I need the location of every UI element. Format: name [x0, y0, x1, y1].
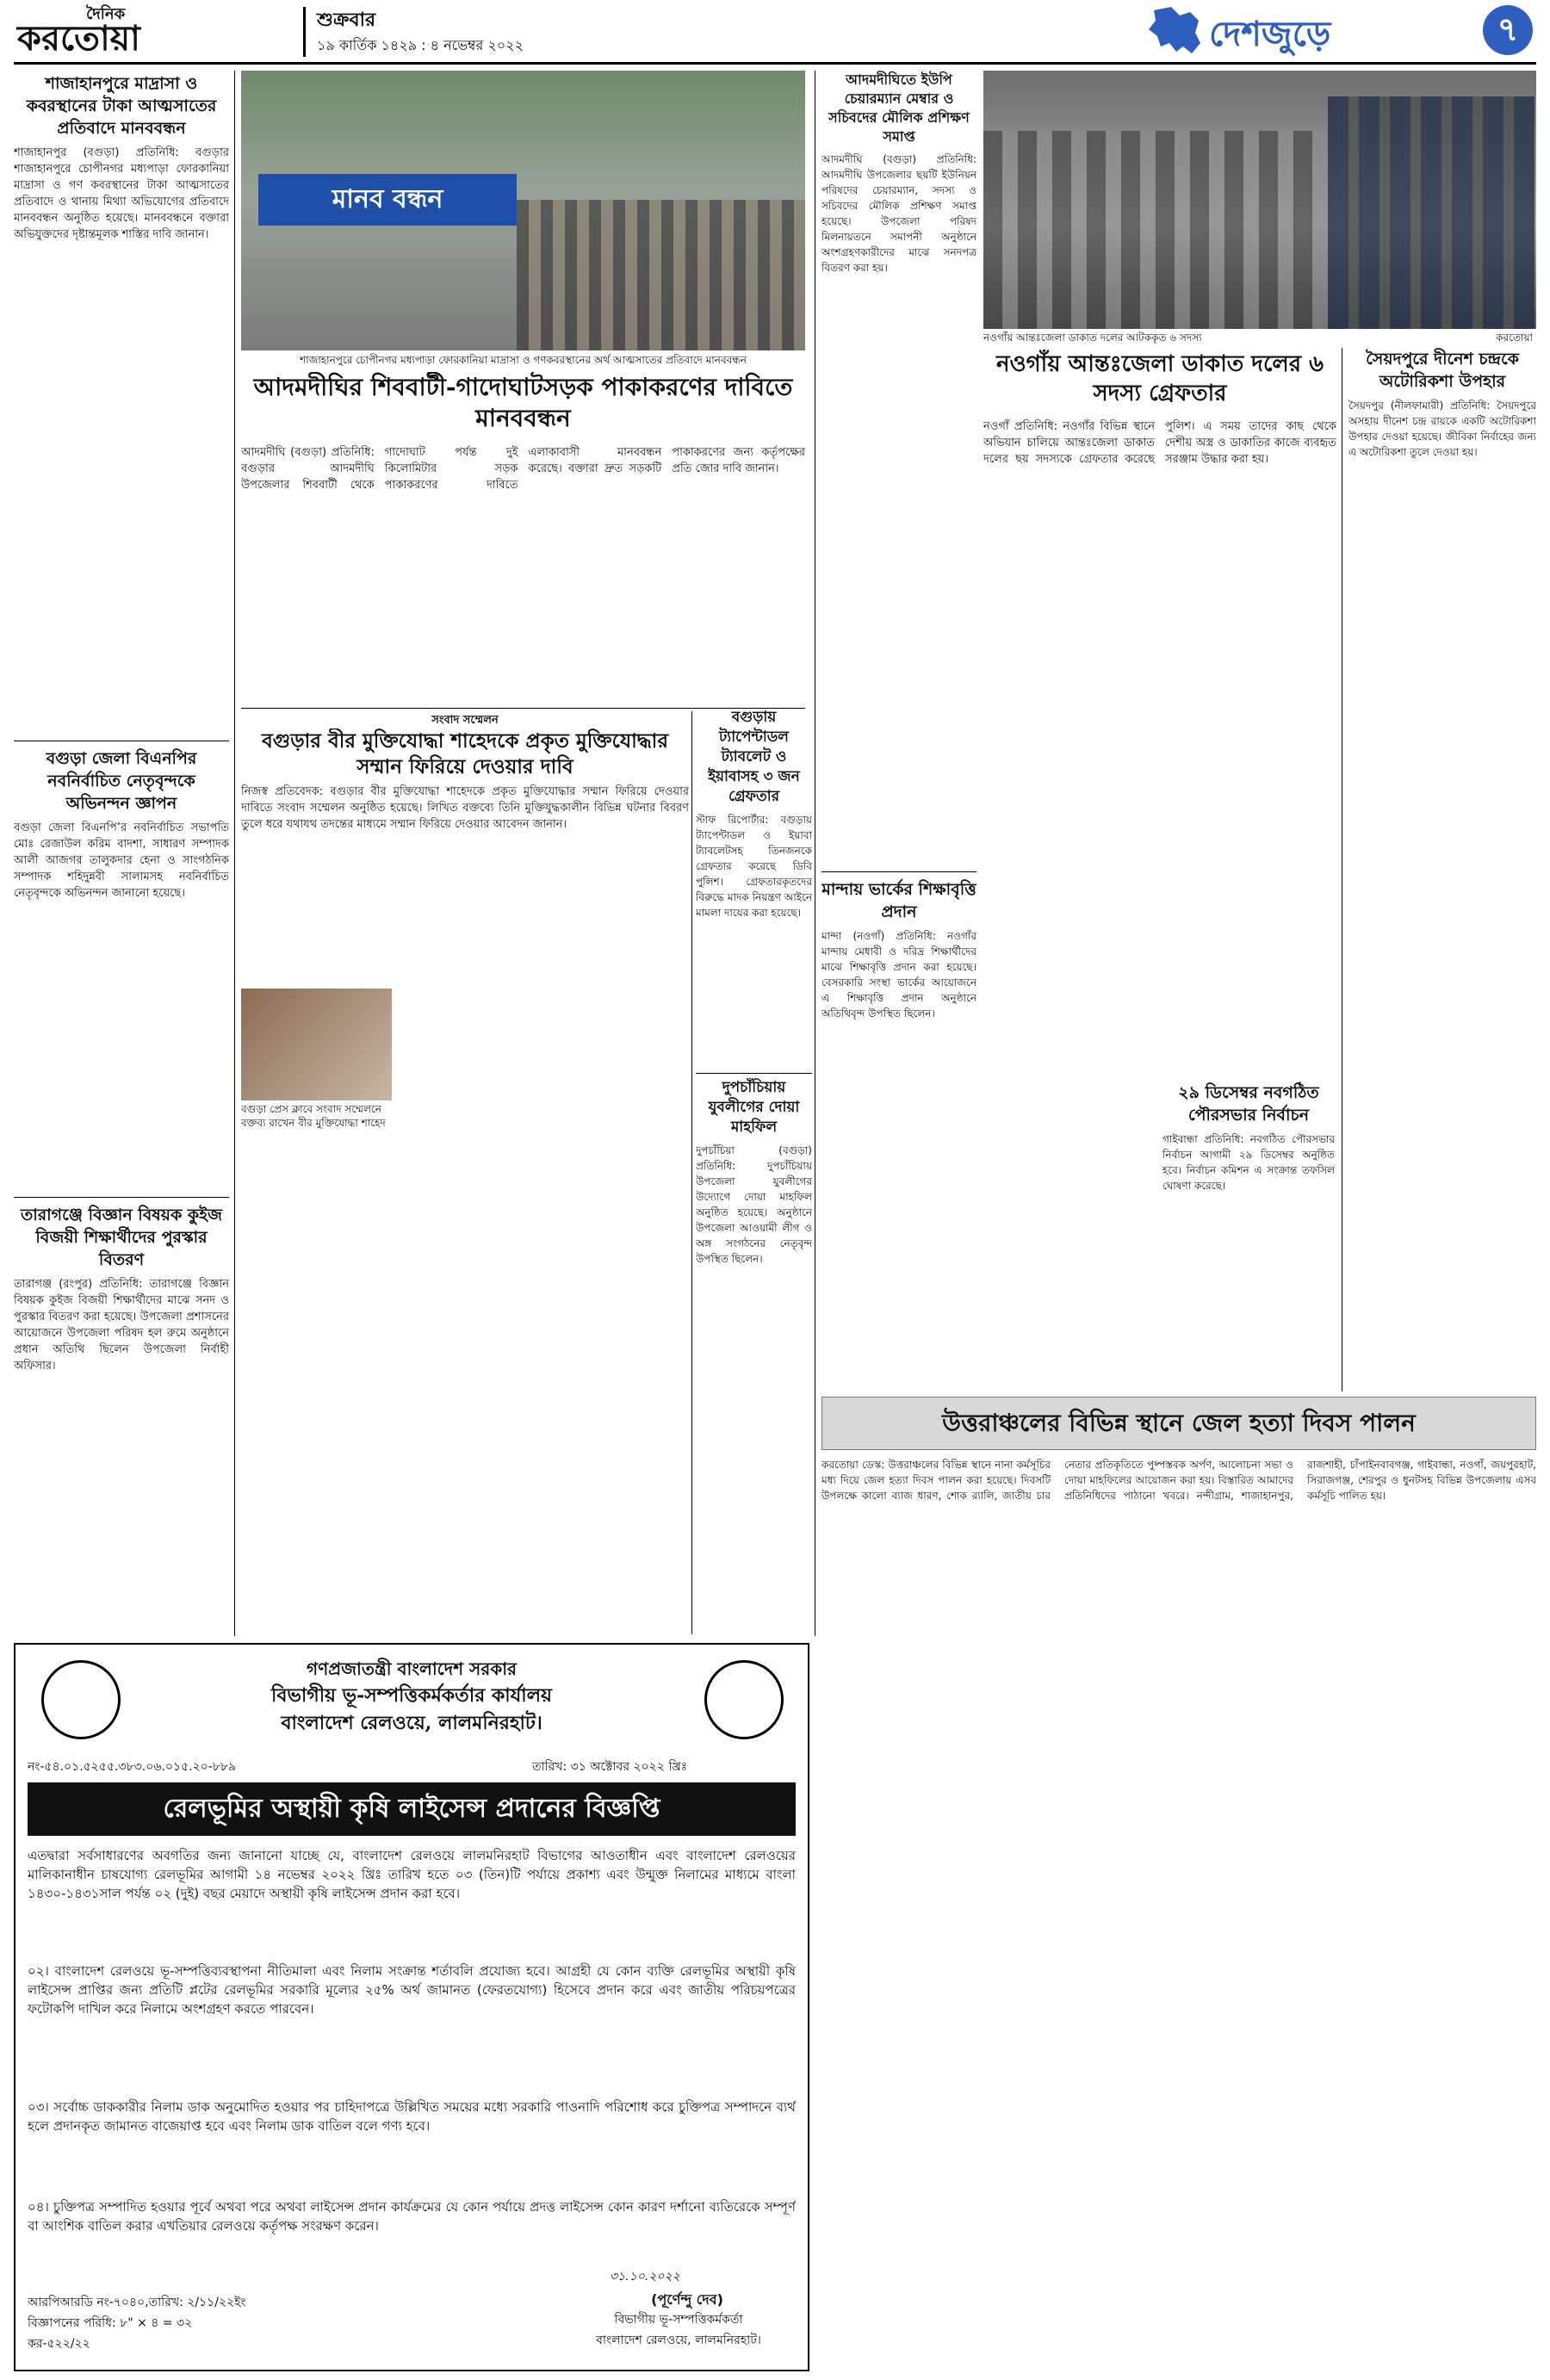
notice-p4: ০৪। চুক্তিপত্র সম্পাদিত হওয়ার পূর্বে অথবা পরে অথবা লাইসেন্স প্রদান কার্যক্রমের যে কোন পর্যায়ে প্রদত্ত লাইসেন্স কোন কারণ দর্শানো ব্যতিরেকে সম্পূর্ণ বা আংশিক বাতিল করার এখতিয়ার রেলওয়ে কর্তৃপক্ষ সংরক্ষণ করেন। — [28, 2199, 796, 2234]
notice-ref3: কর-৫২২/২২ — [28, 2337, 90, 2351]
headline: শাজাহানপুরে মাদ্রাসা ও কবরস্থানের টাকা আত্মসাতের প্রতিবাদে মানববন্ধন — [26, 74, 217, 138]
article-madrasa — [14, 72, 229, 735]
body: তারাগঞ্জ (রংপুর) প্রতিনিধি: তারাগঞ্জে বিজ্ঞান বিষয়ক কুইজ বিজয়ী শিক্ষার্থীদের মাঝে সনদ ও পুরস্কার বিতরণ করা হয়েছে। উপজেলা প্রশাসনের আয়োজনে উপজেলা পরিষদ হল রুমে অনুষ্ঠানে প্রধান অতিথি ছিলেন উপজেলা নির্বাহী অফিসার। — [14, 1278, 229, 1373]
headline: সৈয়দপুরে দীনেশ চন্দ্রকে অটোরিকশা উপহার — [1366, 350, 1519, 391]
masthead-rule — [14, 62, 1536, 65]
headline-bar — [822, 1397, 1536, 1450]
photo-caption: বগুড়া প্রেস ক্লাবে সংবাদ সম্মেলনে বক্তব্য রাখেন বীর মুক্তিযোদ্ধা শাহেদ — [241, 1103, 386, 1129]
notice-line2: বিভাগীয় ভূ-সম্পত্তিকর্মকর্তার কার্যালয় — [270, 1684, 553, 1707]
masthead — [0, 0, 1550, 62]
headline: বগুড়া জেলা বিএনপির নবনির্বাচিত নেতৃবৃন্দকে অভিনন্দন জ্ঞাপন — [46, 749, 197, 813]
memo-date: তারিখ: ৩১ অক্টোবর ২০২২ খ্রিঃ — [532, 1760, 688, 1774]
headline: ২৯ ডিসেম্বর নবগঠিত পৌরসভার নির্বাচন — [1178, 1083, 1319, 1125]
article-jail-body: করতোয়া ডেস্ক: উত্তরাঞ্চলের বিভিন্ন স্থানে নানা কর্মসূচির মধ্য দিয়ে জেল হত্যা দিবস পালন করা হয়েছে। দিবসটি উপলক্ষে কালো ব্যাজ ধারণ, শোক র‍্যালি, জাতীয় চার নেতার প্রতিকৃতিতে পুষ্পস্তবক অর্পণ, আলোচনা সভা ও দোয়া মাহফিলের আয়োজন করা হয়। বিস্তারিত আমাদের প্রতিনিধিদের পাঠানো খবরে। নন্দীগ্রাম, শাজাহানপুর, রাজশাহী, চাঁপাইনবাবগঞ্জ, গাইবান্ধা, নওগাঁ, জয়পুরহাট, সিরাজগঞ্জ, শেরপুর ও ধুনটসহ বিভিন্ন উপজেলায় এসব কর্মসূচি পালিত হয়। — [822, 1459, 1536, 1502]
body: শাজাহানপুর (বগুড়া) প্রতিনিধি: বগুড়ার শাজাহানপুরে চোপীনগর মধ্যপাড়া ফোরকানিয়া মাদ্রাসা ও গণ কবরস্থানের টাকা আত্মসাতের প্রতিবাদে ও থানায় মিথ্যা অভিযোগের প্রতিবাদে মানববন্ধন অনুষ্ঠিত হয়েছে। মানববন্ধনে বক্তারা অভিযুক্তদের দৃষ্টান্তমূলক শাস্তির দাবি জানান। — [14, 146, 229, 241]
body: আদমদীঘি (বগুড়া) প্রতিনিধি: আদমদীঘি উপজেলার ছয়টি ইউনিয়ন পরিষদের চেয়ারম্যান, সদস্য ও সচিবদের মৌলিক প্রশিক্ষণ সমাপ্ত হয়েছে। উপজেলা পরিষদ মিলনায়তনে সমাপনী অনুষ্ঠানে অংশগ্রহণকারীদের মাঝে সনদপত্র বিতরণ করা হয়। — [822, 153, 976, 274]
article-dupchanchia — [696, 1078, 812, 1629]
body: বগুড়া জেলা বিএনপি’র নবনির্বাচিত সভাপতি মোঃ রেজাউল করিম বাদশা, সাধারণ সম্পাদক আলী আজগর তালুকদার হেনা ও সাংগঠনিক সম্পাদক শহিদুন্নবী সালামসহ নবনির্বাচিত নেতৃবৃন্দকে অভিনন্দন জানানো হয়েছে। — [14, 821, 229, 900]
column-rule — [691, 711, 692, 1634]
headline: বগুড়ার বীর মুক্তিযোদ্ধা শাহেদকে প্রকৃত মুক্তিযোদ্ধার সম্মান ফিরিয়ে দেওয়ার দাবি — [262, 729, 668, 778]
kicker: সংবাদ সম্মেলন — [431, 714, 499, 727]
headline: আদমদীঘির শিববাটী-গাদোঘাটসড়ক পাকাকরণের দাবিতে মানববন্ধন — [253, 373, 793, 432]
article-road — [241, 372, 805, 703]
article-bnp — [14, 747, 229, 1192]
signer-name: (পূর্ণেন্দু দেব) — [651, 2291, 723, 2308]
divider — [696, 1073, 812, 1074]
divider — [14, 1197, 229, 1198]
body: স্টাফ রিপোর্টার: বগুড়ায় ট্যাপেন্টাডল ও ইয়াবা ট্যাবলেটসহ তিনজনকে গ্রেফতার করেছে ডিবি পুলিশ। গ্রেফতারকৃতদের বিরুদ্ধে মাদক নিয়ন্ত্রণ আইনে মামলা দায়ের করা হয়েছে। — [696, 814, 812, 919]
signature-date: ৩১.১০.২০২২ — [610, 2270, 680, 2284]
notice-ref2: বিজ্ঞাপনের পরিধি: ৮" × ৪ = ৩২ — [28, 2316, 193, 2330]
headline: মান্দায় ভার্কের শিক্ষাবৃত্তি প্রদান — [822, 880, 976, 921]
logo-main: করতোয়া — [17, 18, 140, 59]
body: আদমদীঘি (বগুড়া) প্রতিনিধি: বগুড়ার আদমদীঘি উপজেলার শিববাটী থেকে গাদোঘাট পর্যন্ত দুই কিলোমিটার সড়ক পাকাকরণের দাবিতে এলাকাবাসী মানববন্ধন করেছে। বক্তারা দ্রুত সড়কটি পাকাকরণের জন্য কর্তৃপক্ষের প্রতি জোর দাবি জানান। — [241, 446, 805, 492]
column-rule — [234, 71, 235, 1636]
page-number: ৭ — [1483, 5, 1533, 55]
notice-line1: গণপ্রজাতন্ত্রী বাংলাদেশ সরকার — [307, 1658, 517, 1679]
headline: দুপচাঁচিয়ায় যুবলীগের দোয়া মাহফিল — [708, 1079, 800, 1136]
robbers-caption: নওগাঁয় আন্তঃজেলা ডাকাত দলের আটককৃত ৬ সদস্য — [983, 332, 1202, 344]
masthead-divider — [303, 7, 306, 57]
headline: তারাগঞ্জে বিজ্ঞান বিষয়ক কুইজ বিজয়ী শিক্ষার্থীদের পুরস্কার বিতরণ — [20, 1205, 223, 1269]
photo-credit: করতোয়া — [1496, 332, 1533, 344]
body: গাইবান্ধা প্রতিনিধি: নবগঠিত পৌরসভার নির্বাচন আগামী ২৯ ডিসেম্বর অনুষ্ঠিত হবে। নির্বাচন কমিশন এ সংক্রান্ত তফসিল ঘোষণা করেছে। — [1162, 1133, 1335, 1192]
bangladesh-map-icon — [1145, 3, 1206, 57]
body: মান্দা (নওগাঁ) প্রতিনিধি: নওগাঁর মান্দায় মেধাবী ও দরিদ্র শিক্ষার্থীদের মাঝে শিক্ষাবৃত্তি প্রদান করা হয়েছে। বেসরকারি সংস্থা ভার্কের আয়োজনে এ শিক্ষাবৃত্তি প্রদান অনুষ্ঠানে অতিথিবৃন্দ উপস্থিত ছিলেন। — [822, 930, 976, 1020]
signer-title: বিভাগীয় ভূ-সম্পত্তিকর্মকর্তা — [614, 2313, 743, 2327]
divider — [822, 871, 976, 872]
rally-caption: শাজাহানপুরে চোপীনগর মধ্যপাড়া ফোরকানিয়া মাদ্রাসা ও গণকবরস্থানের অর্থ আত্মসাতের প্রতিবাদে মানববন্ধন — [300, 354, 747, 366]
govt-seal-icon — [41, 1660, 121, 1739]
logo — [17, 2, 293, 60]
article-scholarship — [822, 878, 976, 1395]
notice-headline — [28, 1782, 796, 1836]
article-tapentadol — [696, 708, 812, 1069]
rally-photo — [241, 71, 805, 350]
body: সৈয়দপুর (নীলফামারী) প্রতিনিধি: সৈয়দপুরে অসহায় দীনেশ চন্দ্র রায়কে একটি অটোরিকশা উপহার দেওয়া হয়েছে। জীবিকা নির্বাহের জন্য এ অটোরিকশা তুলে দেওয়া হয়। — [1348, 400, 1536, 458]
headline: উত্তরাঞ্চলের বিভিন্ন স্থানে জেল হত্যা দিবস পালন — [942, 1409, 1416, 1437]
crowd — [517, 200, 805, 350]
article-science-quiz — [14, 1204, 229, 1636]
signer-office: বাংলাদেশ রেলওয়ে, লালমনিরহাট। — [596, 2334, 761, 2347]
memo-no: নং-৫৪.০১.৫২৫৫.৩৮৩.০৬.০১৫.২০-৮৮৯ — [28, 1760, 237, 1774]
logo-top: দৈনিক — [86, 5, 126, 23]
notice-ref1: আরপিআরডি নং-৭০৪০,তারিখ: ২/১১/২২ইং — [28, 2296, 246, 2309]
body-continued — [400, 989, 689, 1630]
press-conference-photo — [241, 989, 392, 1100]
headline: আদমদীঘিতে ইউপি চেয়ারম্যান মেম্বার ও সচিবদের মৌলিক প্রশিক্ষণ সমাপ্ত — [828, 71, 970, 145]
masthead-day: শুক্রবার — [317, 9, 376, 31]
body: দুপচাঁচিয়া (বগুড়া) প্রতিনিধি: দুপচাঁচিয়ায় উপজেলা যুবলীগের উদ্যোগে দোয়া মাহফিল অনুষ্ঠিত হয়েছে। অনুষ্ঠানে উপজেলা আওয়ামী লীগ ও অঙ্গ সংগঠনের নেতৃবৃন্দ উপস্থিত ছিলেন। — [696, 1144, 812, 1265]
headline: বগুড়ায় ট্যাপেন্টাডল ট্যাবলেট ও ইয়াবাসহ ৩ জন গ্রেফতার — [708, 709, 800, 805]
headline: নওগাঁয় আন্তঃজেলা ডাকাত দলের ৬ সদস্য গ্রেফতার — [995, 351, 1324, 406]
banner — [258, 174, 517, 226]
banner-text: মানব বন্ধন — [332, 184, 443, 214]
notice-p3: ০৩। সর্বোচ্চ ডাককারীর নিলাম ডাক অনুমোদিত হওয়ার পর চাহিদাপত্রে উল্লিখিত সময়ের মধ্যে সরকারি পাওনাদি পরিশোধ করে চুক্তিপত্র সম্পাদনে ব্যর্থ হলে প্রদানকৃত জামানত বাজেয়াপ্ত হবে এবং নিলাম ডাক বাতিল বলে গণ্য হবে। — [28, 2099, 796, 2134]
notice-headline-text: রেলভূমির অস্থায়ী কৃষি লাইসেন্স প্রদানের বিজ্ঞপ্তি — [163, 1794, 660, 1824]
railway-notice — [14, 1643, 809, 2371]
article-up — [822, 71, 976, 691]
notice-p1: এতদ্বারা সর্বসাধারণের অবগতির জন্য জানানো যাচ্ছে যে, বাংলাদেশ রেলওয়ে লালমনিরহাট বিভাগের আওতাধীন এবং বাংলাদেশ রেলওয়ের মালিকানাধীন চাষযোগ্য রেলভূমির আগামী ১৪ নভেম্বর ২০২২ খ্রিঃ তারিখ হতে ০৩ (তিন)টি পর্যায়ে প্রকাশ্য এবং উন্মুক্ত নিলামের মাধ্যমে বাংলা ১৪৩০-১৪৩১সাল পর্যন্ত ০২ (দুই) বছর মেয়াদে অস্থায়ী কৃষি লাইসেন্স প্রদান করা হবে। — [28, 1848, 796, 1901]
article-saidpur — [1348, 348, 1536, 1390]
section-title: দেশজুড়ে — [1209, 14, 1331, 54]
notice-line3: বাংলাদেশ রেলওয়ে, লালমনিরহাট। — [281, 1712, 542, 1734]
arrested-group — [983, 131, 1328, 329]
body: নিজস্ব প্রতিবেদক: বগুড়ার বীর মুক্তিযোদ্ধা শাহেদকে প্রকৃত মুক্তিযোদ্ধার সম্মান ফিরিয়ে দেওয়ার দাবিতে সংবাদ সম্মেলন অনুষ্ঠিত হয়েছে। লিখিত বক্তব্যে তিনি মুক্তিযুদ্ধকালীন বিভিন্ন ঘটনার বিবরণ তুলে ধরে যথাযথ তদন্তের মাধ্যমে সম্মান ফিরিয়ে দেওয়ার আবেদন জানান। — [241, 785, 689, 831]
body: নওগাঁ প্রতিনিধি: নওগাঁর বিভিন্ন স্থানে অভিযান চালিয়ে আন্তঃজেলা ডাকাত দলের ছয় সদস্যকে গ্রেফতার করেছে পুলিশ। এ সময় তাদের কাছ থেকে দেশীয় অস্ত্র ও ডাকাতির কাজে ব্যবহৃত সরঞ্জাম উদ্ধার করা হয়। — [983, 420, 1336, 466]
notice-p2: ০২। বাংলাদেশ রেলওয়ে ভূ-সম্পত্তিব্যবস্থাপনা নীতিমালা এবং নিলাম সংক্রান্ত শর্তাবলি প্রযোজ্য হবে। আগ্রহী যে কোন ব্যক্তি রেলভূমির অস্থায়ী কৃষি লাইসেন্স প্রাপ্তির জন্য প্রতিটি প্লটের রেলভূমির সরকারি মূল্যের ২৫% অর্থ জামানত (ফেরতযোগ্য) হিসেবে প্রদান করে এবং জাতীয় পরিচয়পত্রের ফটোকপি দাখিল করে নিলামে অংশগ্রহণ করতে পারবেন। — [28, 1963, 796, 2017]
masthead-date: ১৯ কার্তিক ১৪২৯ : ৪ নভেম্বর ২০২২ — [317, 37, 524, 53]
railway-logo-icon — [704, 1660, 784, 1739]
article-freedom-fighter — [241, 713, 689, 1634]
robbers-photo — [983, 71, 1536, 329]
police-group — [1328, 96, 1534, 329]
article-gaibandha — [1162, 1082, 1335, 1383]
